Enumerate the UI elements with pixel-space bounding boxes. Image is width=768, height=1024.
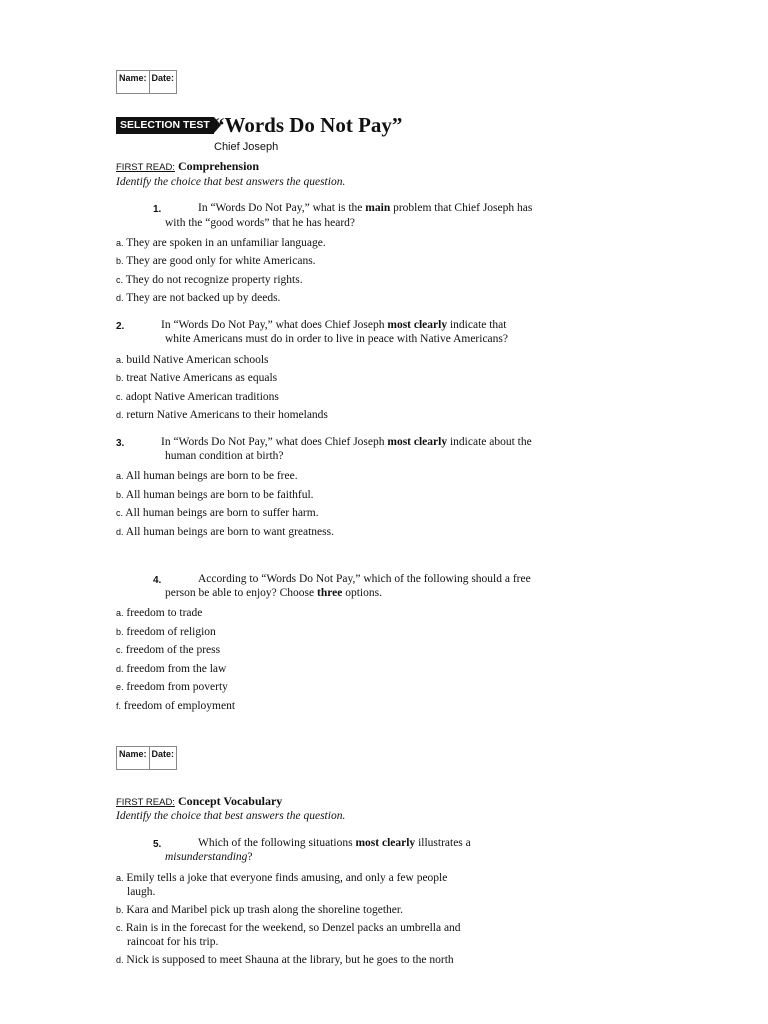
page-title: “Words Do Not Pay” <box>214 113 403 137</box>
question-text-line2: with the “good words” that he has heard? <box>165 217 356 229</box>
option-f[interactable]: f. freedom of employment <box>116 700 236 712</box>
name-date-box <box>116 746 177 770</box>
option-c[interactable]: c. freedom of the press <box>116 644 221 656</box>
option-a[interactable]: a. They are spoken in an unfamiliar language. <box>116 237 326 249</box>
option-b[interactable]: b. freedom of religion <box>116 626 216 638</box>
selection-test-badge <box>116 117 221 134</box>
option-a[interactable]: a. build Native American schools <box>116 354 269 366</box>
question-text-line2: white Americans must do in order to live in peace with Native Americans? <box>165 333 508 345</box>
name-date-box <box>116 70 177 94</box>
option-c[interactable]: c. They do not recognize property rights. <box>116 274 303 286</box>
date-label: Date: <box>149 747 177 769</box>
author: Chief Joseph <box>214 141 279 153</box>
option-b[interactable]: b. They are good only for white Americans. <box>116 255 316 267</box>
option-e[interactable]: e. freedom from poverty <box>116 681 228 693</box>
option-c[interactable]: c. Rain is in the forecast for the weekend, so Denzel packs an umbrella and raincoat for his trip. <box>116 922 461 948</box>
section-label: FIRST READ: <box>116 797 175 808</box>
option-a[interactable]: a. freedom to trade <box>116 607 203 619</box>
question-number: 3. <box>116 438 125 449</box>
instructions: Identify the choice that best answers the question. <box>116 810 346 822</box>
section-heading-concept-vocabulary <box>116 794 282 809</box>
section-heading-comprehension <box>116 159 259 174</box>
name-label: Name: <box>119 749 147 759</box>
question-text: According to “Words Do Not Pay,” which of the following should a free <box>198 573 531 585</box>
question-text: Which of the following situations most clearly illustrates a <box>198 837 471 849</box>
option-d[interactable]: d. freedom from the law <box>116 663 227 675</box>
option-a[interactable]: a. All human beings are born to be free. <box>116 470 298 482</box>
question-text-line2: person be able to enjoy? Choose three options. <box>165 587 382 599</box>
option-d[interactable]: d. Nick is supposed to meet Shauna at the library, but he goes to the north <box>116 954 454 966</box>
option-a[interactable]: a. Emily tells a joke that everyone finds amusing, and only a few people laugh. <box>116 872 448 898</box>
option-b[interactable]: b. All human beings are born to be faithful. <box>116 489 314 501</box>
question-text: In “Words Do Not Pay,” what is the main problem that Chief Joseph has <box>198 202 533 214</box>
question-number: 1. <box>153 204 162 215</box>
question-number: 4. <box>153 575 162 586</box>
section-name: Concept Vocabulary <box>177 794 283 808</box>
question-text: In “Words Do Not Pay,” what does Chief Joseph most clearly indicate that <box>161 319 507 331</box>
date-label: Date: <box>149 71 177 93</box>
question-number: 5. <box>153 839 162 850</box>
option-b[interactable]: b. Kara and Maribel pick up trash along the shoreline together. <box>116 904 403 916</box>
option-d[interactable]: d. All human beings are born to want greatness. <box>116 526 334 538</box>
question-number: 2. <box>116 321 125 332</box>
option-c[interactable]: c. All human beings are born to suffer harm. <box>116 507 319 519</box>
badge-text: SELECTION TEST <box>116 117 214 134</box>
instructions: Identify the choice that best answers the question. <box>116 176 346 188</box>
question-text-line2: misunderstanding? <box>165 851 253 863</box>
option-d[interactable]: d. They are not backed up by deeds. <box>116 292 281 304</box>
name-label: Name: <box>119 73 147 83</box>
option-c[interactable]: c. adopt Native American traditions <box>116 391 279 403</box>
section-name: Comprehension <box>177 159 260 173</box>
option-b[interactable]: b. treat Native Americans as equals <box>116 372 278 384</box>
option-d[interactable]: d. return Native Americans to their homelands <box>116 409 328 421</box>
question-text: In “Words Do Not Pay,” what does Chief Joseph most clearly indicate about the <box>161 436 532 448</box>
question-text-line2: human condition at birth? <box>165 450 284 462</box>
section-label: FIRST READ: <box>116 162 175 173</box>
